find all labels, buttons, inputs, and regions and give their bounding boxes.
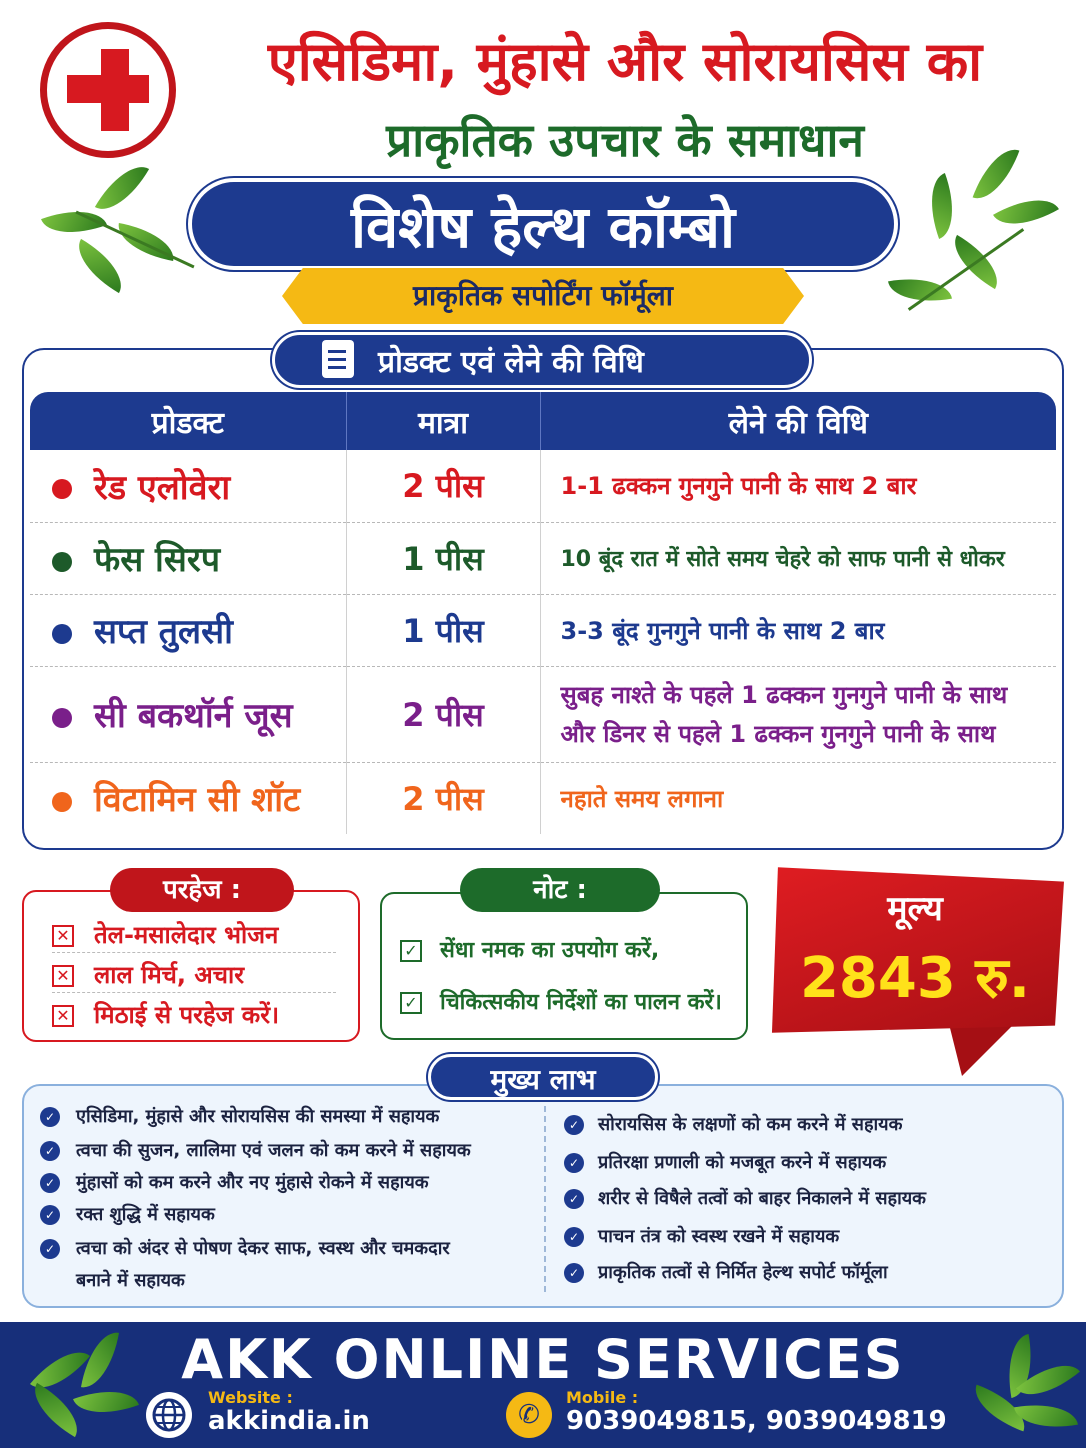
benefits-label: मुख्य लाभ (428, 1054, 658, 1100)
price-value: 2843 रु. (799, 946, 1031, 1011)
note-label: नोट : (460, 868, 660, 912)
check-circle-icon: ✓ (40, 1141, 60, 1161)
parhez-item: ✕ मिठाई से परहेज करें। (52, 998, 342, 1031)
checkbox-icon: ✓ (400, 940, 422, 962)
website-label: Website : (208, 1388, 293, 1407)
mobile-label: Mobile : (566, 1388, 639, 1407)
product-name-cell: सप्त तुलसी (30, 594, 346, 666)
check-circle-icon: ✓ (564, 1115, 584, 1135)
benefit-item: ✓ रक्त शुद्धि में सहायक (40, 1202, 215, 1226)
benefit-item: ✓ प्राकृतिक तत्वों से निर्मित हेल्थ सपोर्ट फॉर्मूला (564, 1260, 888, 1284)
benefit-item: ✓ मुंहासों को कम करने और नए मुंहासे रोकने में सहायक (40, 1170, 429, 1194)
check-circle-icon: ✓ (564, 1263, 584, 1283)
table-row (30, 666, 1056, 762)
website-link[interactable]: akkindia.in (208, 1406, 370, 1436)
check-circle-icon: ✓ (40, 1173, 60, 1193)
table-row (30, 450, 1056, 522)
document-pencil-icon (322, 340, 354, 378)
bullet-dot-icon (52, 708, 72, 728)
main-subtitle: प्राकृतिक उपचार के समाधान (386, 113, 864, 167)
cross-box-icon: ✕ (52, 925, 74, 947)
check-circle-icon: ✓ (40, 1107, 60, 1127)
phone-icon: ✆ (506, 1392, 552, 1438)
table-row (30, 762, 1056, 834)
leaf-icon (30, 168, 200, 308)
quantity-cell: 1 पीस (346, 594, 540, 666)
price-tag-tail (948, 1020, 1018, 1076)
column-header-method: लेने की विधि (540, 392, 1056, 450)
formula-subtitle: प्राकृतिक सपोर्टिंग फॉर्मूला (413, 279, 673, 312)
mobile-numbers[interactable]: 9039049815, 9039049819 (566, 1406, 947, 1436)
price-label: मूल्य (887, 889, 943, 929)
column-header-product: प्रोडक्ट (30, 392, 346, 450)
benefit-item: ✓ त्वचा की सुजन, लालिमा एवं जलन को कम करने में सहायक (40, 1138, 471, 1162)
check-circle-icon: ✓ (40, 1205, 60, 1225)
product-name-cell: सी बकथॉर्न जूस (30, 666, 346, 762)
combo-title: विशेष हेल्थ कॉम्बो (350, 193, 736, 261)
products-heading: प्रोडक्ट एवं लेने की विधि (378, 345, 644, 380)
product-name-cell: विटामिन सी शॉट (30, 762, 346, 834)
bullet-dot-icon (52, 552, 72, 572)
parhez-item: ✕ तेल-मसालेदार भोजन (52, 918, 342, 951)
product-name-cell: रेड एलोवेरा (30, 450, 346, 522)
check-circle-icon: ✓ (564, 1153, 584, 1173)
table-row (30, 522, 1056, 594)
bullet-dot-icon (52, 479, 72, 499)
table-row (30, 594, 1056, 666)
quantity-cell: 2 पीस (346, 450, 540, 522)
method-cell: 3-3 बूंद गुनगुने पानी के साथ 2 बार (540, 594, 1056, 666)
parhez-item: ✕ लाल मिर्च, अचार (52, 958, 342, 991)
medical-cross-icon (40, 22, 176, 158)
benefit-item-continued: बनाने में सहायक (76, 1270, 185, 1291)
bullet-dot-icon (52, 624, 72, 644)
parhez-label: परहेज : (110, 868, 294, 912)
cross-box-icon: ✕ (52, 1005, 74, 1027)
benefit-item: ✓ प्रतिरक्षा प्रणाली को मजबूत करने में सहायक (564, 1150, 886, 1174)
benefit-item: ✓ त्वचा को अंदर से पोषण देकर साफ, स्वस्थ और चमकदार (40, 1236, 450, 1260)
product-name-cell: फेस सिरप (30, 522, 346, 594)
benefit-item: ✓ पाचन तंत्र को स्वस्थ रखने में सहायक (564, 1224, 839, 1248)
checkbox-icon: ✓ (400, 992, 422, 1014)
quantity-cell: 2 पीस (346, 762, 540, 834)
brand-name: AKK ONLINE SERVICES (181, 1328, 905, 1391)
method-cell: 10 बूंद रात में सोते समय चेहरे को साफ पानी से धोकर (540, 522, 1056, 594)
check-circle-icon: ✓ (564, 1227, 584, 1247)
benefit-item: ✓ शरीर से विषैले तत्वों को बाहर निकालने में सहायक (564, 1186, 926, 1210)
benefits-divider (544, 1106, 546, 1292)
cross-box-icon: ✕ (52, 965, 74, 987)
note-item: ✓ चिकित्सकीय निर्देशों का पालन करें। (400, 986, 722, 1016)
products-table (30, 392, 1056, 834)
check-circle-icon: ✓ (40, 1239, 60, 1259)
leaf-icon (886, 148, 1066, 318)
note-item: ✓ सेंधा नमक का उपयोग करें, (400, 934, 659, 964)
quantity-cell: 1 पीस (346, 522, 540, 594)
column-header-qty: मात्रा (346, 392, 540, 450)
benefit-item: ✓ सोरायसिस के लक्षणों को कम करने में सहायक (564, 1112, 902, 1136)
main-title: एसिडिमा, मुंहासे और सोरायसिस का (267, 30, 983, 93)
method-cell: 1-1 ढक्कन गुनगुने पानी के साथ 2 बार (540, 450, 1056, 522)
check-circle-icon: ✓ (564, 1189, 584, 1209)
method-cell: सुबह नाश्ते के पहले 1 ढक्कन गुनगुने पानी के साथ और डिनर से पहले 1 ढक्कन गुनगुने पानी के साथ (540, 666, 1056, 762)
method-cell: नहाते समय लगाना (560, 784, 724, 813)
quantity-cell: 2 पीस (346, 666, 540, 762)
bullet-dot-icon (52, 792, 72, 812)
globe-icon (146, 1392, 192, 1438)
note-panel (380, 892, 748, 1040)
benefit-item: ✓ एसिडिमा, मुंहासे और सोरायसिस की समस्या में सहायक (40, 1104, 439, 1128)
